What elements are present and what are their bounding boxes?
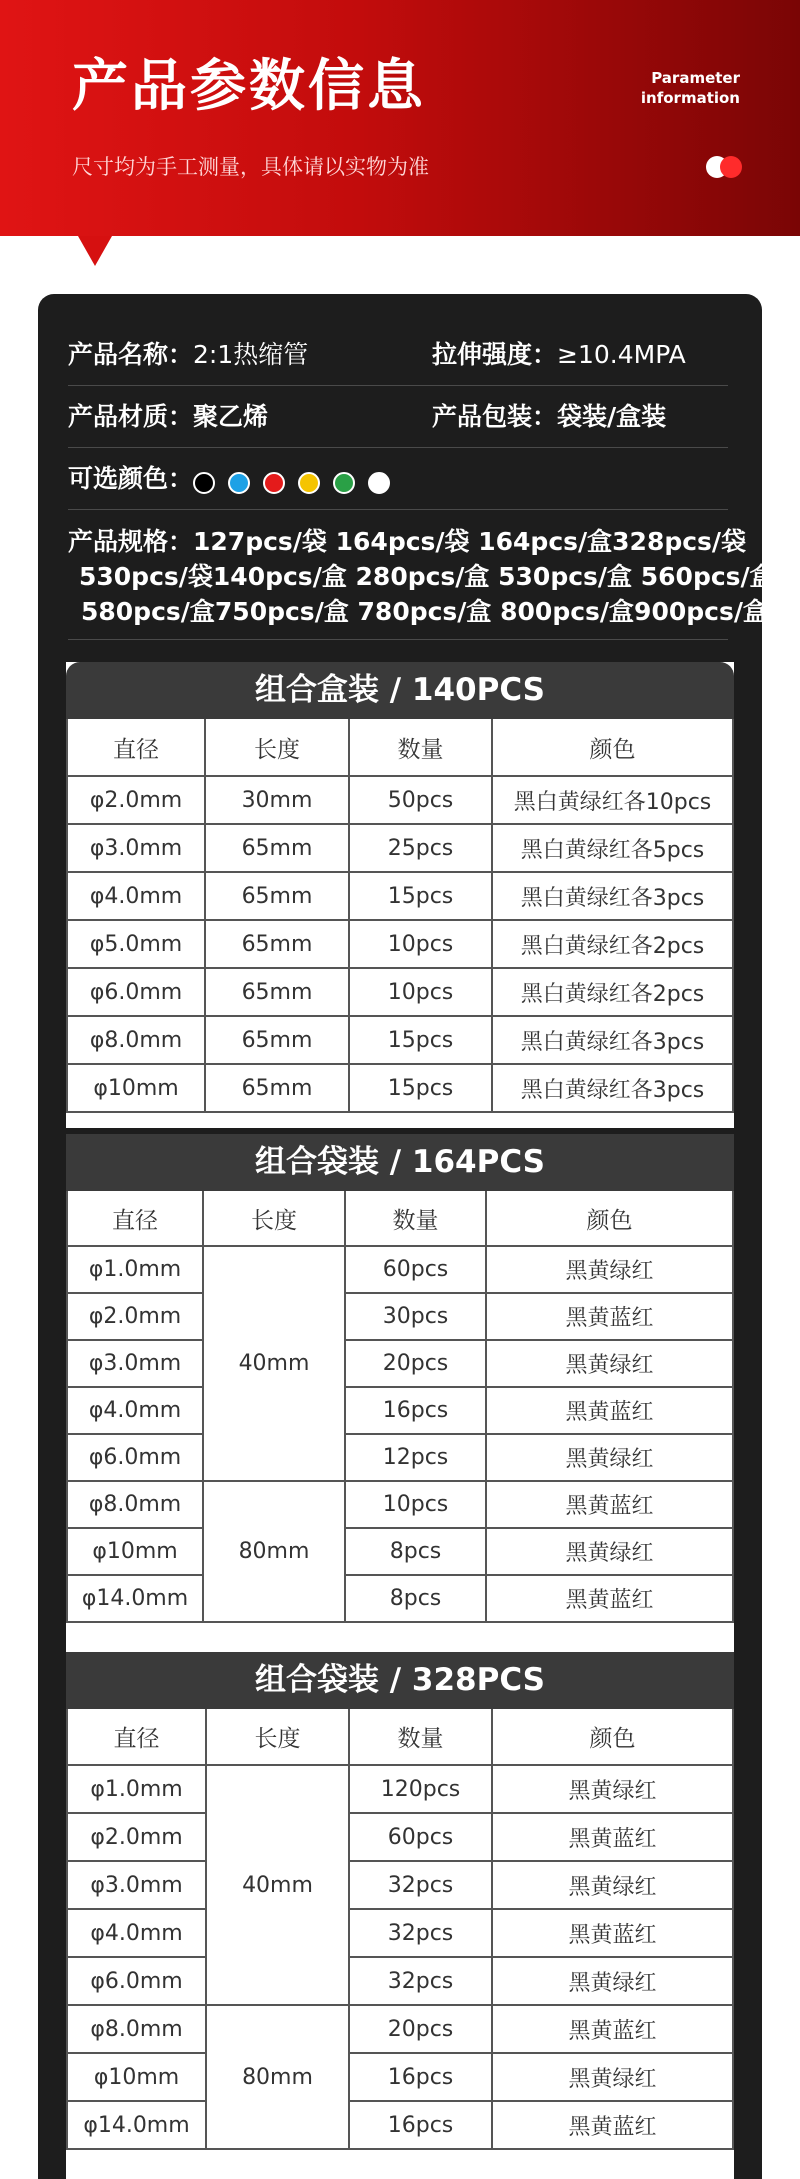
table-cell-length: 80mm (204, 1482, 346, 1623)
table-cell: 50pcs (350, 777, 493, 825)
table-cell: 65mm (206, 969, 350, 1017)
spec-line-2-text: 530pcs/袋140pcs/盒 280pcs/盒 530pcs/盒 560pcs/盒 (79, 562, 775, 591)
table-cell-quantity: 60pcs (350, 1814, 493, 1862)
tensile-strength-value: ≥10.4MPA (557, 340, 686, 369)
table-cell-color: 黑黄绿红 (493, 1766, 734, 1814)
english-caption-line2: information (640, 89, 740, 107)
table-cell-color: 黑黄蓝红 (487, 1576, 734, 1623)
table-cell-color: 黑黄蓝红 (487, 1482, 734, 1529)
table-cell-quantity: 32pcs (350, 1862, 493, 1910)
table-cell-length: 40mm (204, 1247, 346, 1482)
table-header-cell: 数量 (350, 719, 493, 777)
color-swatch-icon (368, 472, 390, 494)
table-title: 组合盒装 / 140PCS (66, 662, 734, 719)
table-header-cell: 直径 (66, 719, 206, 777)
spec-line-2 (68, 559, 775, 594)
table-cell: 黑白黄绿红各5pcs (493, 825, 734, 873)
table-cell: φ2.0mm (66, 777, 206, 825)
product-material-label: 产品材质： (68, 402, 194, 431)
tensile-strength (432, 324, 686, 386)
table-cell: 30mm (206, 777, 350, 825)
info-row-material (68, 386, 728, 448)
table-cell-diameter: φ2.0mm (66, 1294, 204, 1341)
table-cell-color: 黑黄绿红 (493, 2054, 734, 2102)
table-cell-quantity: 60pcs (346, 1247, 487, 1294)
table-cell: 65mm (206, 1017, 350, 1065)
table-cell-diameter: φ6.0mm (66, 1958, 207, 2006)
table-cell-quantity: 16pcs (350, 2102, 493, 2150)
table-cell-diameter: φ10mm (66, 1529, 204, 1576)
table-cell-quantity: 32pcs (350, 1958, 493, 2006)
table-header-cell: 直径 (66, 1709, 207, 1766)
product-name-value: 2:1热缩管 (193, 340, 309, 369)
table-cell-quantity: 8pcs (346, 1576, 487, 1623)
table-cell-quantity: 16pcs (346, 1388, 487, 1435)
table-cell: φ10mm (66, 1065, 206, 1113)
table-cell: 65mm (206, 1065, 350, 1113)
table-cell-quantity: 8pcs (346, 1529, 487, 1576)
table-cell: 黑白黄绿红各10pcs (493, 777, 734, 825)
table-cell: φ8.0mm (66, 1017, 206, 1065)
table-cell: 黑白黄绿红各2pcs (493, 969, 734, 1017)
table-cell: 25pcs (350, 825, 493, 873)
table-header-cell: 直径 (66, 1191, 204, 1247)
table-cell-diameter: φ3.0mm (66, 1862, 207, 1910)
table-header-cell: 长度 (207, 1709, 350, 1766)
product-package-value: 袋装/盒装 (557, 402, 667, 431)
table-cell-quantity: 20pcs (350, 2006, 493, 2054)
table-cell-diameter: φ4.0mm (66, 1910, 207, 1958)
table-cell-color: 黑黄绿红 (487, 1529, 734, 1576)
table-box-140 (66, 662, 734, 1128)
table-cell: 65mm (206, 825, 350, 873)
table-cell: 黑白黄绿红各3pcs (493, 1065, 734, 1113)
table-cell-color: 黑黄绿红 (493, 1862, 734, 1910)
table-header-cell: 长度 (204, 1191, 346, 1247)
table-header-cell: 长度 (206, 719, 350, 777)
table-cell-diameter: φ2.0mm (66, 1814, 207, 1862)
tensile-strength-label: 拉伸强度： (432, 340, 558, 369)
table-cell: 黑白黄绿红各2pcs (493, 921, 734, 969)
optional-colors (68, 448, 403, 510)
english-caption-line1: Parameter (651, 69, 740, 87)
table-cell-diameter: φ1.0mm (66, 1247, 204, 1294)
table-cell: φ4.0mm (66, 873, 206, 921)
table-cell-diameter: φ14.0mm (66, 1576, 204, 1623)
parameter-card (38, 294, 775, 2179)
table-header-cell: 颜色 (493, 1709, 734, 1766)
spec-label: 产品规格： (68, 527, 194, 556)
table-cell: 15pcs (350, 1017, 493, 1065)
color-swatch-icon (298, 472, 320, 494)
table-cell-color: 黑黄蓝红 (487, 1294, 734, 1341)
table-header-cell: 数量 (346, 1191, 487, 1247)
table-cell-color: 黑黄绿红 (487, 1341, 734, 1388)
spec-line-1-text: 127pcs/袋 164pcs/袋 164pcs/盒328pcs/袋 (193, 527, 747, 556)
table-cell-color: 黑黄蓝红 (493, 1910, 734, 1958)
table-cell-length: 80mm (207, 2006, 350, 2150)
table-cell-quantity: 30pcs (346, 1294, 487, 1341)
product-material-value: 聚乙烯 (193, 402, 269, 431)
table-header-cell: 颜色 (487, 1191, 734, 1247)
table-header-cell: 数量 (350, 1709, 493, 1766)
color-swatch-icon (263, 472, 285, 494)
spec-block (68, 524, 775, 629)
product-material (68, 386, 268, 448)
table-cell-diameter: φ14.0mm (66, 2102, 207, 2150)
color-swatch-icon (333, 472, 355, 494)
table-title: 组合袋装 / 328PCS (66, 1652, 734, 1709)
color-swatch-icon (228, 472, 250, 494)
red-dot-icon (720, 156, 742, 178)
color-swatches (193, 472, 403, 491)
spec-line-3 (68, 594, 768, 629)
table-cell-diameter: φ8.0mm (66, 1482, 204, 1529)
table-cell-diameter: φ1.0mm (66, 1766, 207, 1814)
table-title: 组合袋装 / 164PCS (66, 1134, 734, 1191)
table-cell: 15pcs (350, 1065, 493, 1113)
table-header-cell: 颜色 (493, 719, 734, 777)
header-banner (0, 0, 800, 236)
info-row-spec (68, 510, 775, 640)
table-cell: 黑白黄绿红各3pcs (493, 873, 734, 921)
table-cell-color: 黑黄蓝红 (487, 1388, 734, 1435)
table-cell-quantity: 20pcs (346, 1341, 487, 1388)
table-cell-color: 黑黄绿红 (487, 1435, 734, 1482)
product-name-label: 产品名称： (68, 340, 194, 369)
table-cell: φ3.0mm (66, 825, 206, 873)
page-title: 产品参数信息 (72, 54, 426, 119)
table-cell-diameter: φ6.0mm (66, 1435, 204, 1482)
decorative-dots-icon (706, 156, 742, 178)
table-cell: 10pcs (350, 921, 493, 969)
table-cell: φ6.0mm (66, 969, 206, 1017)
table-cell-color: 黑黄绿红 (493, 1958, 734, 2006)
info-row-name (68, 324, 728, 386)
table-cell-quantity: 10pcs (346, 1482, 487, 1529)
table-cell-diameter: φ4.0mm (66, 1388, 204, 1435)
table-cell: 15pcs (350, 873, 493, 921)
table-cell-diameter: φ3.0mm (66, 1341, 204, 1388)
table-cell-quantity: 32pcs (350, 1910, 493, 1958)
product-package-label: 产品包装： (432, 402, 558, 431)
table-cell: 65mm (206, 873, 350, 921)
product-name (68, 324, 308, 386)
table-cell: 65mm (206, 921, 350, 969)
header-pointer-triangle (78, 236, 112, 266)
table-bag-164 (66, 1134, 734, 1652)
table-bag-328 (66, 1652, 734, 2179)
table-cell-quantity: 120pcs (350, 1766, 493, 1814)
page-subtitle: 尺寸均为手工测量，具体请以实物为准 (72, 155, 429, 179)
info-row-colors (68, 448, 728, 510)
table-cell-diameter: φ10mm (66, 2054, 207, 2102)
table-cell-quantity: 12pcs (346, 1435, 487, 1482)
color-swatch-icon (193, 472, 215, 494)
table-cell-color: 黑黄蓝红 (493, 1814, 734, 1862)
table-cell-color: 黑黄蓝红 (493, 2006, 734, 2054)
table-cell-diameter: φ8.0mm (66, 2006, 207, 2054)
table-cell-color: 黑黄蓝红 (493, 2102, 734, 2150)
spec-line-1 (68, 524, 747, 559)
product-package (432, 386, 666, 448)
table-cell-quantity: 16pcs (350, 2054, 493, 2102)
english-caption (620, 68, 740, 108)
table-cell-length: 40mm (207, 1766, 350, 2006)
table-cell: 黑白黄绿红各3pcs (493, 1017, 734, 1065)
table-cell-color: 黑黄绿红 (487, 1247, 734, 1294)
spec-line-3-text: 580pcs/盒750pcs/盒 780pcs/盒 800pcs/盒900pcs/盒 (81, 597, 768, 626)
optional-colors-label: 可选颜色： (68, 464, 194, 493)
table-cell: φ5.0mm (66, 921, 206, 969)
table-cell: 10pcs (350, 969, 493, 1017)
